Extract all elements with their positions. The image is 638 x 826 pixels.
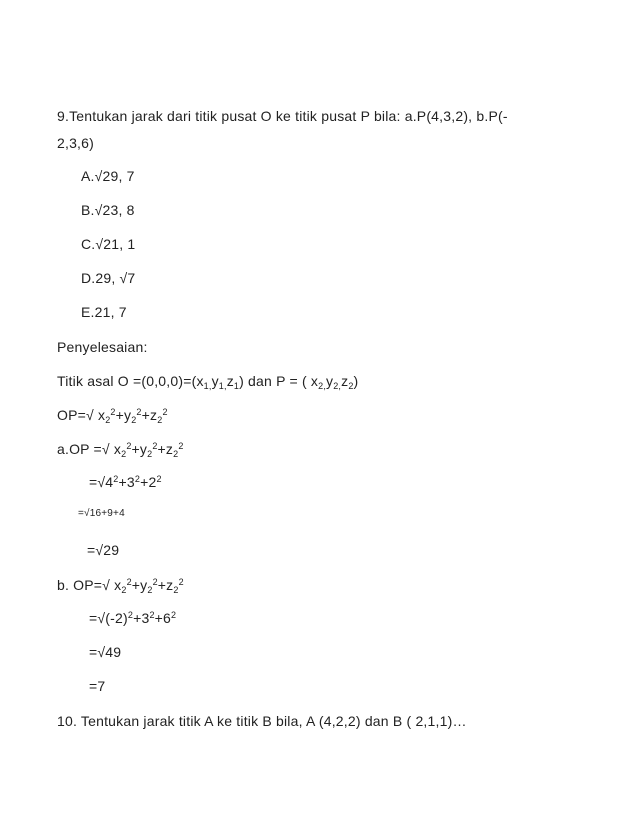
- option-a: A.√29, 7: [81, 168, 135, 184]
- part-a-step-1: $=√4^2+3^2+2^2$: [89, 474, 162, 490]
- option-b: B.√23, 8: [81, 202, 135, 218]
- part-a-formula: a.OP =√ $x_2^2+y_2^2+z_2^2$: [57, 441, 184, 459]
- part-b-formula: b. OP=√ $x_2^2+y_2^2+z_2^2$: [57, 577, 184, 595]
- part-b-step-2: =√49: [89, 644, 122, 660]
- option-d: D.29, √7: [81, 270, 136, 286]
- part-b-step-1: $=√(-2)^2+3^2+6^2$: [89, 610, 177, 626]
- distance-formula: OP=√ $x_2^2+y_2^2+z_2^2$: [57, 407, 168, 425]
- part-a-result: =√29: [87, 542, 120, 558]
- question-10-text: 10. Tentukan jarak titik A ke titik B bila, A (4,2,2) dan B ( 2,1,1)…: [57, 713, 467, 729]
- part-b-result: =7: [89, 678, 106, 694]
- option-c: C.√21, 1: [81, 236, 136, 252]
- origin-line: Titik asal $O =(0,0,0)=(x_{1,}y_{1,}z_1)$ dan P = ( $x_{2,}y_{2,}z_2$): [57, 373, 359, 391]
- question-9-text-cont: 2,3,6): [57, 135, 94, 151]
- part-a-step-2: =√16+9+4: [78, 508, 125, 519]
- option-e: E.21, 7: [81, 304, 127, 320]
- solution-heading: Penyelesaian:: [57, 339, 148, 355]
- question-9-text: 9.Tentukan jarak dari titik pusat O ke titik pusat P bila: a.P(4,3,2), b.P(-: [57, 108, 508, 124]
